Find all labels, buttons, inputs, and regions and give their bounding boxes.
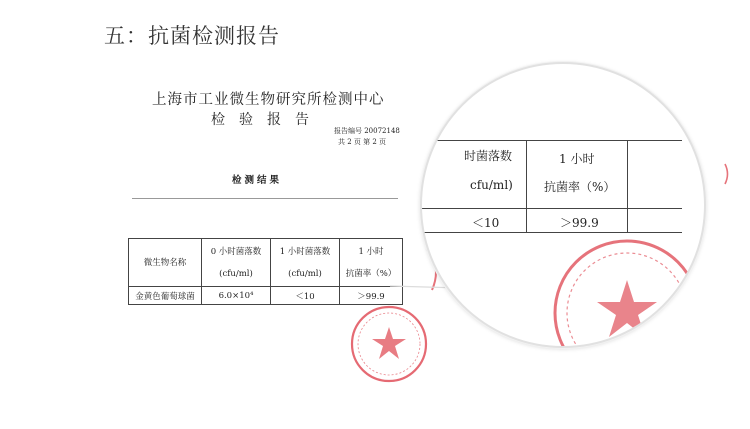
- table-row: [129, 287, 403, 305]
- zoom-value-rate: ＞99.9: [560, 216, 599, 230]
- cell-organism: 金黄色葡萄球菌: [129, 287, 202, 305]
- zoom-unit: cfu/ml): [470, 178, 513, 192]
- section-heading: 五：抗菌检测报告: [104, 24, 280, 48]
- table-header-row: [129, 239, 403, 287]
- official-seal-stamp-zoomed: [542, 228, 706, 348]
- report-title: 检验报告: [211, 112, 323, 128]
- header-count-1h: 1 小时菌落数 (cfu/ml): [271, 239, 340, 287]
- institution-name: 上海市工业微生物研究所检测中心: [152, 92, 385, 108]
- header-count-0h: 0 小时菌落数 (cfu/ml): [202, 239, 271, 287]
- page-count: 共 2 页 第 2 页: [338, 138, 387, 146]
- cell-count-0h: 6.0×10⁴: [202, 287, 271, 305]
- divider: [132, 198, 398, 199]
- zoom-header-rate: 抗菌率（%）: [544, 180, 616, 194]
- results-heading: 检测结果: [232, 175, 283, 186]
- cell-count-1h: ＜10: [271, 287, 340, 305]
- stamp-fragment: [722, 162, 732, 186]
- zoom-header-count: 时菌落数: [464, 149, 513, 163]
- cell-rate-1h: ＞99.9: [340, 287, 403, 305]
- zoom-value-count: ＜10: [472, 216, 500, 230]
- results-table: [128, 238, 403, 305]
- magnifier-lens: [420, 62, 706, 348]
- official-seal-stamp: [348, 303, 430, 385]
- report-number: 报告编号 20072148: [334, 127, 400, 135]
- zoom-header-hour: 1 小时: [559, 152, 595, 166]
- header-rate-1h: 1 小时 抗菌率（%）: [340, 239, 403, 287]
- header-organism: 微生物名称: [129, 239, 202, 287]
